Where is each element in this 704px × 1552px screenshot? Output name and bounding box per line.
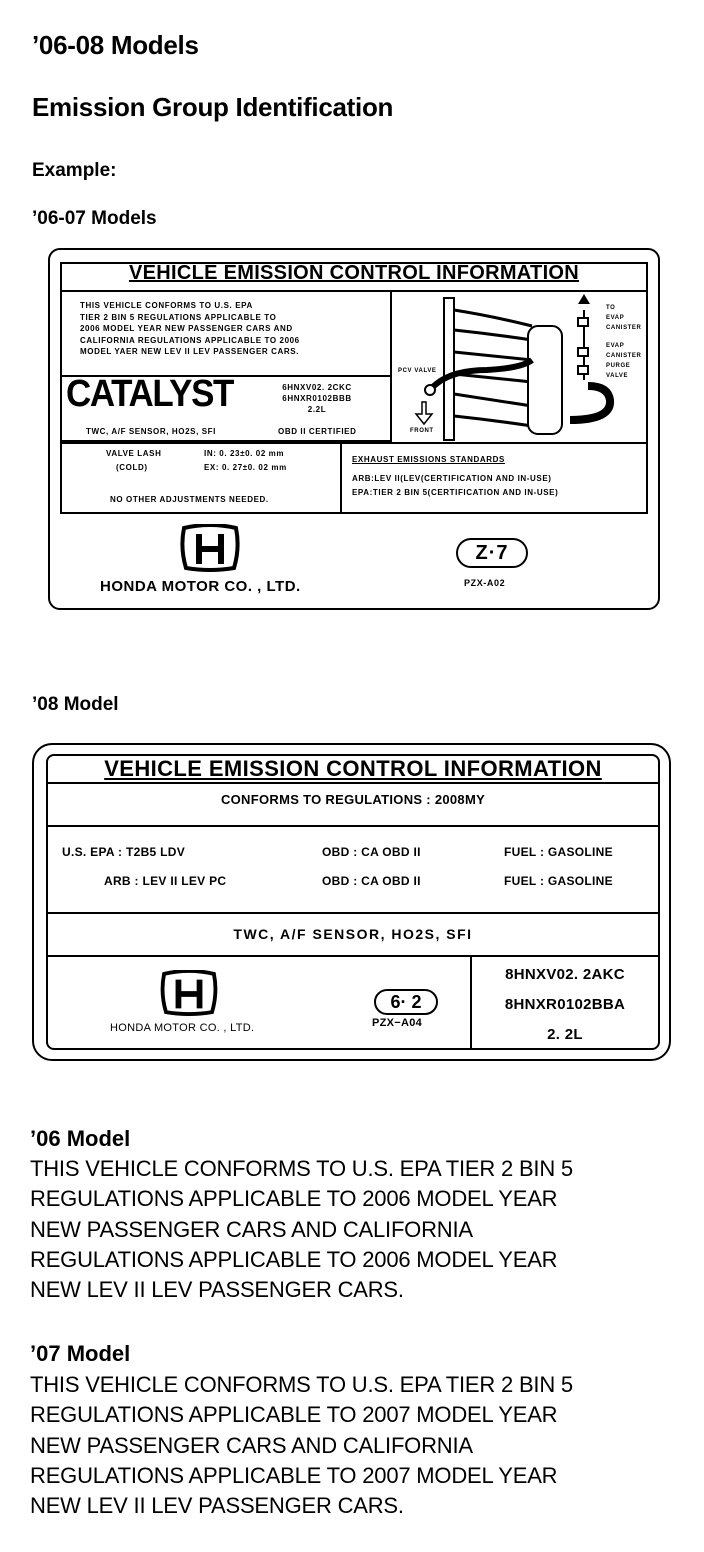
conforms-text: CONFORMS TO REGULATIONS : 2008MY [220, 792, 486, 807]
diagram-label: PURGE [606, 363, 631, 369]
std-row-epa: U.S. EPA : T2B5 LDV [62, 845, 186, 859]
fuel-row-epa: FUEL : GASOLINE [504, 845, 613, 859]
codes-08 [470, 960, 660, 1050]
divider [46, 782, 660, 784]
code-line: 8HNXV02. 2AKC [505, 966, 625, 983]
divider [46, 955, 660, 957]
text-line: THIS VEHICLE CONFORMS TO U.S. EPA TIER 2 BIN 5 [30, 1372, 573, 1397]
conformance-line: MODEL YAER NEW LEV II LEV PASSENGER CARS. [80, 347, 300, 356]
model-08-heading: ’08 Model [32, 694, 119, 715]
conformance-line: 2006 MODEL YEAR NEW PASSENGER CARS AND [80, 324, 293, 333]
text-line: REGULATIONS APPLICABLE TO 2006 MODEL YEAR [30, 1186, 558, 1212]
section-title: Emission Group Identification [32, 92, 394, 122]
text-line: THIS VEHICLE CONFORMS TO U.S. EPA TIER 2 BIN 5 [30, 1156, 573, 1181]
exhaust-arb: ARB:LEV II(LEV(CERTIFICATION AND IN-USE) [352, 474, 552, 483]
divider [340, 442, 342, 514]
maker-name-08: HONDA MOTOR CO. , LTD. [110, 1022, 255, 1034]
catalyst-label: CATALYST [66, 373, 234, 415]
exhaust-header: EXHAUST EMISSIONS STANDARDS [352, 455, 505, 464]
valve-in: IN: 0. 23±0. 02 mm [204, 449, 285, 458]
front-label: FRONT [410, 428, 434, 434]
code-line: 6HNXV02. 2CKC [282, 383, 352, 392]
diagram-label: VALVE [606, 373, 629, 379]
part-number: PZX-A02 [464, 578, 506, 588]
honda-logo-icon [158, 970, 220, 1021]
badge-62: 6· 2 [374, 989, 438, 1015]
pcv-valve-label: PCV VALVE [398, 368, 437, 374]
components-text: TWC, A/F SENSOR, HO2S, SFI [86, 427, 216, 436]
text-line: REGULATIONS APPLICABLE TO 2006 MODEL YEAR [30, 1246, 558, 1272]
conformance-text [80, 300, 300, 358]
diagram-label: EVAP [606, 315, 625, 321]
model-06-heading: ’06 Model [30, 1126, 131, 1151]
components-08: TWC, A/F SENSOR, HO2S, SFI [233, 926, 473, 942]
page-title: ’06-08 Models [32, 30, 199, 60]
code-line: 6HNXR0102BBB [282, 394, 352, 403]
exhaust-epa: EPA:TIER 2 BIN 5(CERTIFICATION AND IN-USE) [352, 488, 559, 497]
no-adjust-text: NO OTHER ADJUSTMENTS NEEDED. [110, 495, 269, 504]
obd-text: OBD II CERTIFIED [278, 427, 357, 436]
part-number-08: PZX−A04 [372, 1017, 423, 1029]
divider [60, 442, 648, 444]
text-line: REGULATIONS APPLICABLE TO 2007 MODEL YEAR [30, 1402, 558, 1428]
text-line: NEW LEV II LEV PASSENGER CARS. [30, 1493, 404, 1519]
text-line: REGULATIONS APPLICABLE TO 2007 MODEL YEAR [30, 1462, 558, 1488]
cold-label: (COLD) [116, 463, 148, 472]
diagram-label: TO [606, 305, 616, 311]
fuel-row-arb: FUEL : GASOLINE [504, 874, 613, 888]
label-06-07-title: VEHICLE EMISSION CONTROL INFORMATION [128, 262, 580, 284]
catalyst-codes [277, 382, 357, 415]
divider [46, 912, 660, 914]
diagram-label: EVAP [606, 343, 625, 349]
badge-z7: Z·7 [456, 538, 528, 568]
example-label: Example: [32, 160, 117, 181]
maker-name: HONDA MOTOR CO. , LTD. [100, 578, 301, 595]
code-line: 8HNXR0102BBA [504, 996, 626, 1013]
obd-row-epa: OBD : CA OBD II [322, 845, 421, 859]
obd-row-arb: OBD : CA OBD II [322, 874, 421, 888]
code-line: 2. 2L [547, 1026, 583, 1043]
diagram-label: CANISTER [606, 353, 642, 359]
model-06-text [30, 1154, 573, 1305]
model-07-text [30, 1370, 573, 1521]
conformance-line: THIS VEHICLE CONFORMS TO U.S. EPA [80, 301, 253, 310]
std-row-arb: ARB : LEV II LEV PC [104, 874, 227, 888]
divider [46, 825, 660, 827]
diagram-label: CANISTER [606, 325, 642, 331]
label-08-title: VEHICLE EMISSION CONTROL INFORMATION [104, 756, 602, 781]
models-06-07-heading: ’06-07 Models [32, 208, 157, 229]
conformance-line: CALIFORNIA REGULATIONS APPLICABLE TO 2006 [80, 335, 300, 345]
code-line: 2.2L [307, 405, 327, 414]
valve-ex: EX: 0. 27±0. 02 mm [204, 463, 287, 472]
text-line: NEW LEV II LEV PASSENGER CARS. [30, 1277, 404, 1303]
text-line: NEW PASSENGER CARS AND CALIFORNIA [30, 1432, 473, 1458]
honda-logo-icon [178, 524, 242, 577]
conformance-line: TIER 2 BIN 5 REGULATIONS APPLICABLE TO [80, 312, 277, 322]
diagram-labels [606, 303, 641, 381]
text-line: NEW PASSENGER CARS AND CALIFORNIA [30, 1216, 473, 1242]
model-07-heading: ’07 Model [30, 1341, 131, 1366]
valve-lash-label: VALVE LASH [106, 449, 162, 458]
